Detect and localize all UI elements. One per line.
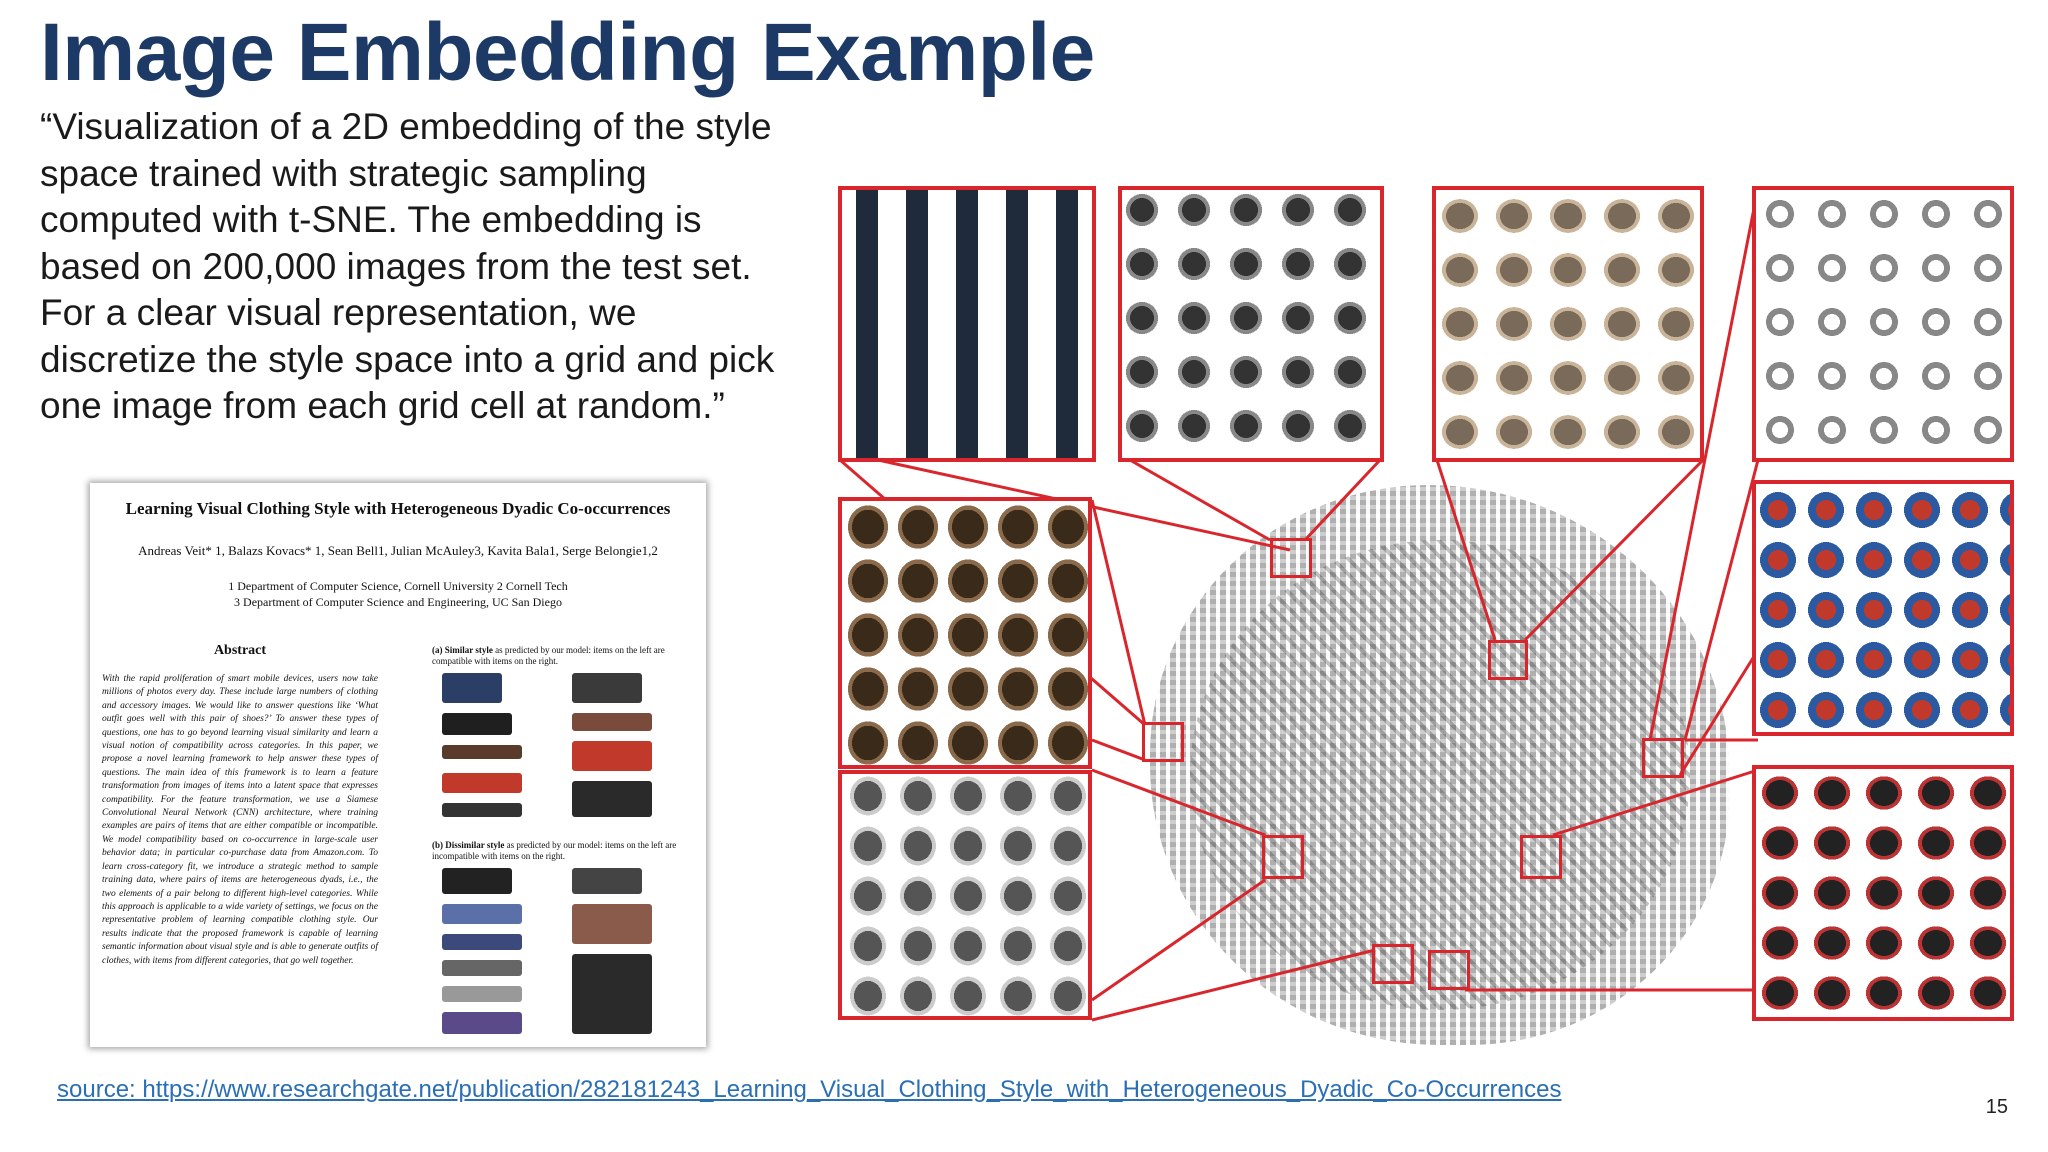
- connector-shoes-1: [1092, 500, 1145, 725]
- connector-watches-2: [1305, 460, 1380, 540]
- zoom-region-rings: [1642, 738, 1684, 778]
- paper-affiliation-1: 1 Department of Computer Science, Cornell University 2 Cornell Tech: [228, 579, 568, 593]
- caption-similar-text: as predicted by our model: items on the left are compatible with items on the right.: [432, 645, 665, 666]
- zoom-region-watches: [1270, 538, 1312, 578]
- connector-caps-1: [1553, 770, 1758, 835]
- slide-title: Image Embedding Example: [40, 7, 1095, 98]
- page-number: 15: [1985, 1096, 2008, 1118]
- panel-shoes-and-bags: [838, 497, 1092, 769]
- paper-affiliation-2: 3 Department of Computer Science and Engineering, UC San Diego: [234, 595, 562, 609]
- abstract-text: With the rapid proliferation of smart mobile devices, users now take millions of photos every day. These include large numbers of clothing and accessory images. We would like to answer questions like ‘What outfit goes well with this pair of shoes?’ To answer these types of questions, one has to go beyond learning visual similarity and learn a visual notion of compatibility across categories. In this paper, we propose a novel learning framework to help answer these types of questions. The main idea of this framework is to learn a feature transformation from images of items into a latent space that expresses compatibility. For the feature transformation, we use a Siamese Convolutional Neural Network (CNN) architecture, where training examples are pairs of items that are either compatible or incompatible. We model compatibility based on co-occurrence in large-scale user behavior data; in particular co-purchase data from Amazon.com. To learn cross-category fit, we introduce a strategic method to sample training data, where pairs of items are heterogeneous dyads, i.e., the two elements of a pair belong to different high-level categories. While this approach is applicable to a wide variety of settings, we focus on the representative problem of learning compatible clothing style. Our results indicate that the proposed framework is capable of learning semantic information about visual style and is able to generate outfits of clothes, with items from different categories, that go well together.: [102, 674, 378, 966]
- panel-caps-and-tshirts: [1752, 765, 2014, 1021]
- zoom-region-sandals: [1488, 640, 1528, 680]
- connector-clothes-1: [1092, 950, 1375, 1020]
- panel-kids-clothing: [1752, 480, 2014, 736]
- zoom-region-shoes: [1142, 722, 1184, 762]
- zoom-region-sneakers: [1262, 835, 1304, 879]
- connector-sneakers-2: [1092, 880, 1265, 1000]
- panel-sandals-and-accessories: [1432, 186, 1704, 462]
- panel-watches: [1118, 186, 1384, 462]
- caption-dissimilar-label: (b) Dissimilar style: [432, 840, 505, 850]
- connector-sneakers-1: [1092, 770, 1265, 835]
- source-link[interactable]: source: https://www.researchgate.net/publication/282181243_Learning_Visual_Clothing_Style_with_Heterogeneous_Dyadic_Co-Occurrences: [57, 1076, 1562, 1103]
- zoom-region-kids: [1428, 950, 1470, 990]
- panel-sneakers-and-clothes: [838, 770, 1092, 1020]
- panel-pants: [838, 186, 1096, 462]
- connector-shoes-2: [1092, 740, 1145, 760]
- zoom-region-caps: [1520, 835, 1562, 879]
- paper-authors: Andreas Veit* 1, Balazs Kovacs* 1, Sean Bell1, Julian McAuley3, Kavita Bala1, Serge Belongie1,2: [138, 543, 658, 558]
- paper-title: Learning Visual Clothing Style with Heterogeneous Dyadic Co-occurrences: [125, 499, 671, 518]
- abstract-heading: Abstract: [213, 643, 267, 658]
- connector-sandals-1: [1437, 460, 1495, 640]
- panel-rings: [1752, 186, 2014, 462]
- caption-similar-label: (a) Similar style: [432, 645, 493, 655]
- connector-watches-1: [1130, 460, 1270, 540]
- caption-dissimilar-text: as predicted by our model: items on the left are incompatible with items on the right.: [432, 840, 677, 861]
- quote-text: “Visualization of a 2D embedding of the style space trained with strategic sampling computed with t-SNE. The embedding is based on 200,000 images from the test set. For a clear visual representation, we discretize the style space into a grid and pick one image from each grid cell at random.”: [40, 106, 775, 426]
- zoom-region-clothes: [1372, 944, 1414, 984]
